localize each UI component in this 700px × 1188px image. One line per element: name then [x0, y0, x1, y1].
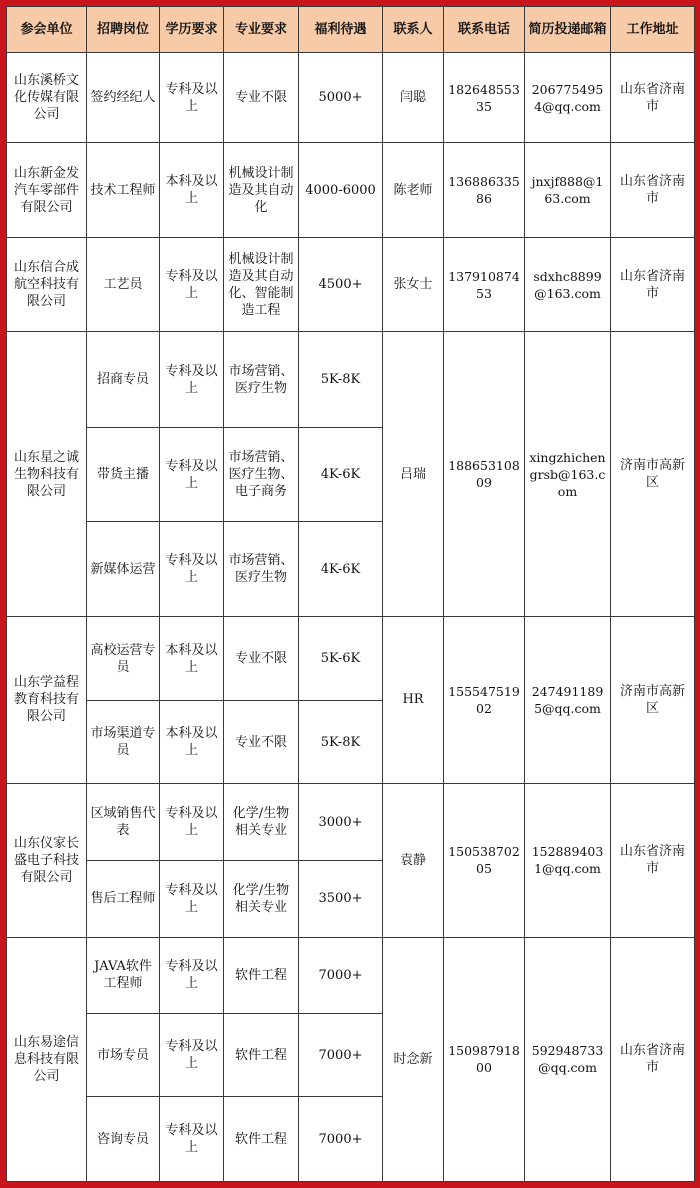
salary-cell: 5K-8K: [299, 701, 383, 783]
table-row: [7, 783, 695, 860]
email-cell: xingzhichengrsb@163.com: [525, 332, 611, 617]
position-cell: 技术工程师: [87, 143, 160, 238]
header-row: [7, 7, 695, 53]
address-cell: 济南市高新区: [611, 332, 695, 617]
header-education: 学历要求: [160, 7, 224, 53]
header-contact: 联系人: [383, 7, 444, 53]
contact-cell: 时念新: [383, 937, 444, 1181]
company-name-cell: 山东新金发汽车零部件有限公司: [7, 143, 87, 238]
job-table: [6, 6, 695, 1182]
education-cell: 专科及以上: [160, 1097, 224, 1182]
email-cell: 2474911895@qq.com: [525, 616, 611, 783]
major-cell: 软件工程: [224, 937, 299, 1013]
company-name-cell: 山东仪家长盛电子科技有限公司: [7, 783, 87, 937]
phone-cell: 15554751902: [444, 616, 525, 783]
phone-cell: 18264855335: [444, 53, 525, 143]
major-cell: 软件工程: [224, 1014, 299, 1097]
contact-cell: 张女士: [383, 237, 444, 332]
table-row: [7, 237, 695, 332]
position-cell: 咨询专员: [87, 1097, 160, 1182]
email-cell: sdxhc8899@163.com: [525, 237, 611, 332]
education-cell: 专科及以上: [160, 522, 224, 617]
email-cell: 1528894031@qq.com: [525, 783, 611, 937]
salary-cell: 4K-6K: [299, 427, 383, 522]
header-major: 专业要求: [224, 7, 299, 53]
salary-cell: 7000+: [299, 1097, 383, 1182]
address-cell: 山东省济南市: [611, 237, 695, 332]
major-cell: 市场营销、医疗生物: [224, 522, 299, 617]
address-cell: 济南市高新区: [611, 616, 695, 783]
header-email: 简历投递邮箱: [525, 7, 611, 53]
education-cell: 本科及以上: [160, 143, 224, 238]
address-cell: 山东省济南市: [611, 937, 695, 1181]
header-address: 工作地址: [611, 7, 695, 53]
salary-cell: 4K-6K: [299, 522, 383, 617]
salary-cell: 5K-6K: [299, 616, 383, 700]
email-cell: 2067754954@qq.com: [525, 53, 611, 143]
email-cell: 592948733@qq.com: [525, 937, 611, 1181]
position-cell: 市场渠道专员: [87, 701, 160, 783]
salary-cell: 3000+: [299, 783, 383, 860]
header-salary: 福利待遇: [299, 7, 383, 53]
major-cell: 市场营销、医疗生物、电子商务: [224, 427, 299, 522]
education-cell: 本科及以上: [160, 616, 224, 700]
salary-cell: 7000+: [299, 1014, 383, 1097]
major-cell: 化学/生物相关专业: [224, 861, 299, 937]
table-row: [7, 332, 695, 428]
table-row: [7, 616, 695, 700]
company-name-cell: 山东溪桥文化传媒有限公司: [7, 53, 87, 143]
company-name-cell: 山东学益程教育科技有限公司: [7, 616, 87, 783]
header-position: 招聘岗位: [87, 7, 160, 53]
major-cell: 机械设计制造及其自动化、智能制造工程: [224, 237, 299, 332]
contact-cell: 闫聪: [383, 53, 444, 143]
phone-cell: 15098791800: [444, 937, 525, 1181]
position-cell: 新媒体运营: [87, 522, 160, 617]
major-cell: 软件工程: [224, 1097, 299, 1182]
major-cell: 市场营销、医疗生物: [224, 332, 299, 428]
email-cell: jnxjf888@163.com: [525, 143, 611, 238]
address-cell: 山东省济南市: [611, 783, 695, 937]
position-cell: JAVA软件工程师: [87, 937, 160, 1013]
contact-cell: HR: [383, 616, 444, 783]
salary-cell: 7000+: [299, 937, 383, 1013]
position-cell: 售后工程师: [87, 861, 160, 937]
address-cell: 山东省济南市: [611, 143, 695, 238]
position-cell: 带货主播: [87, 427, 160, 522]
header-phone: 联系电话: [444, 7, 525, 53]
education-cell: 专科及以上: [160, 937, 224, 1013]
major-cell: 专业不限: [224, 701, 299, 783]
company-name-cell: 山东易途信息科技有限公司: [7, 937, 87, 1181]
company-name-cell: 山东信合成航空科技有限公司: [7, 237, 87, 332]
major-cell: 专业不限: [224, 616, 299, 700]
education-cell: 专科及以上: [160, 783, 224, 860]
salary-cell: 5K-8K: [299, 332, 383, 428]
education-cell: 专科及以上: [160, 427, 224, 522]
table-row: [7, 53, 695, 143]
education-cell: 专科及以上: [160, 53, 224, 143]
education-cell: 专科及以上: [160, 1014, 224, 1097]
address-cell: 山东省济南市: [611, 53, 695, 143]
position-cell: 工艺员: [87, 237, 160, 332]
education-cell: 专科及以上: [160, 861, 224, 937]
position-cell: 区域销售代表: [87, 783, 160, 860]
major-cell: 化学/生物相关专业: [224, 783, 299, 860]
major-cell: 机械设计制造及其自动化: [224, 143, 299, 238]
phone-cell: 13791087453: [444, 237, 525, 332]
major-cell: 专业不限: [224, 53, 299, 143]
phone-cell: 13688633586: [444, 143, 525, 238]
education-cell: 本科及以上: [160, 701, 224, 783]
contact-cell: 陈老师: [383, 143, 444, 238]
header-company: 参会单位: [7, 7, 87, 53]
position-cell: 签约经纪人: [87, 53, 160, 143]
salary-cell: 4500+: [299, 237, 383, 332]
phone-cell: 18865310809: [444, 332, 525, 617]
position-cell: 招商专员: [87, 332, 160, 428]
table-row: [7, 937, 695, 1013]
position-cell: 高校运营专员: [87, 616, 160, 700]
salary-cell: 5000+: [299, 53, 383, 143]
table-row: [7, 143, 695, 238]
position-cell: 市场专员: [87, 1014, 160, 1097]
phone-cell: 15053870205: [444, 783, 525, 937]
company-name-cell: 山东星之诚生物科技有限公司: [7, 332, 87, 617]
salary-cell: 4000-6000: [299, 143, 383, 238]
salary-cell: 3500+: [299, 861, 383, 937]
contact-cell: 吕瑞: [383, 332, 444, 617]
contact-cell: 袁静: [383, 783, 444, 937]
document-frame: [6, 6, 694, 1182]
education-cell: 专科及以上: [160, 332, 224, 428]
education-cell: 专科及以上: [160, 237, 224, 332]
